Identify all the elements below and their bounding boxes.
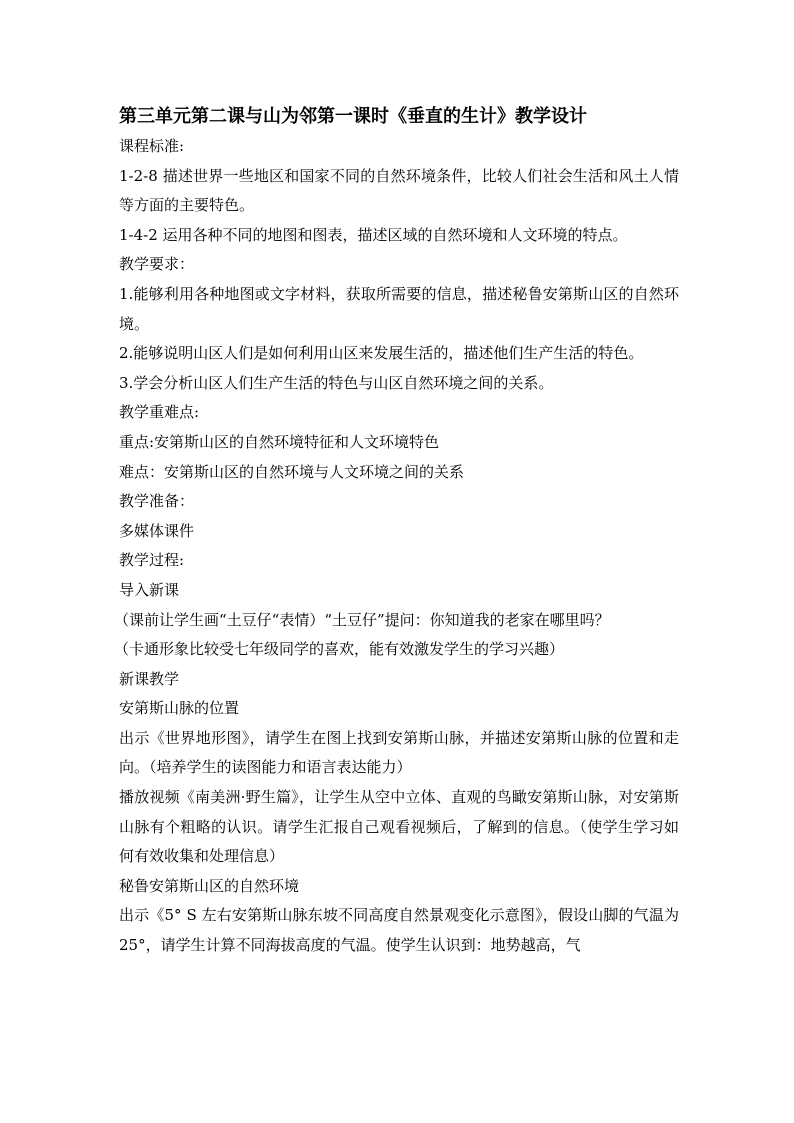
- difficult-point: 难点：安第斯山区的自然环境与人文环境之间的关系: [119, 462, 465, 481]
- andes-location-activity: 出示《世界地形图》，请学生在图上找到安第斯山脉，并描述安第斯山脉的位置和走向。（培养学生的读图能力和语言表达能力）: [119, 728, 679, 777]
- standard-item-1-4-2: 1-4-2 运用各种不同的地图和图表，描述区域的自然环境和人文环境的特点。: [119, 225, 628, 244]
- environment-activity: 出示《5° S 左右安第斯山脉东坡不同高度自然景观变化示意图》，假设山脚的气温为 25°，请学生计算不同海拔高度的气温。使学生认识到：地势越高，气: [119, 906, 679, 955]
- requirement-item-2: 2.能够说明山区人们是如何利用山区来发展生活的，描述他们生产生活的特色。: [119, 344, 644, 363]
- andes-video-activity: 播放视频《南美洲·野生篇》，让学生从空中立体、直观的鸟瞰安第斯山脉，对安第斯山脉有个粗略的认识。请学生汇报自己观看视频后，了解到的信息。（使学生学习如何有效收集和处理信息）: [119, 788, 679, 866]
- document-title: 第三单元第二课与山为邻第一课时《垂直的生计》教学设计: [119, 106, 587, 127]
- subheading-lesson-introduction: 导入新课: [119, 580, 180, 599]
- preparation-item: 多媒体课件: [119, 521, 195, 540]
- subheading-andes-location: 安第斯山脉的位置: [119, 699, 240, 718]
- section-heading-key-difficult-points: 教学重难点:: [119, 403, 200, 422]
- section-heading-teaching-requirements: 教学要求：: [119, 255, 195, 274]
- key-point: 重点:安第斯山区的自然环境特征和人文环境特色: [119, 432, 440, 451]
- subheading-new-lesson: 新课教学: [119, 669, 180, 688]
- subheading-peru-andes-environment: 秘鲁安第斯山区的自然环境: [119, 876, 300, 895]
- section-heading-curriculum-standard: 课程标准:: [119, 137, 185, 155]
- requirement-item-3: 3.学会分析山区人们生产生活的特色与山区自然环境之间的关系。: [119, 373, 554, 392]
- standard-item-1-2-8: 1-2-8 描述世界一些地区和国家不同的自然环境条件，比较人们社会生活和风土人情等方面的主要特色。: [119, 166, 679, 215]
- section-heading-teaching-preparation: 教学准备：: [119, 492, 195, 511]
- introduction-note: （卡通形象比较受七年级同学的喜欢，能有效激发学生的学习兴趣）: [114, 640, 565, 659]
- requirement-item-1: 1.能够利用各种地图或文字材料，获取所需要的信息，描述秘鲁安第斯山区的自然环境。: [119, 284, 679, 333]
- section-heading-teaching-process: 教学过程:: [119, 551, 185, 570]
- introduction-activity: （课前让学生画“土豆仔“表情）“土豆仔”提问：你知道我的老家在哪里吗？: [114, 610, 610, 629]
- document-page: [114, 104, 679, 961]
